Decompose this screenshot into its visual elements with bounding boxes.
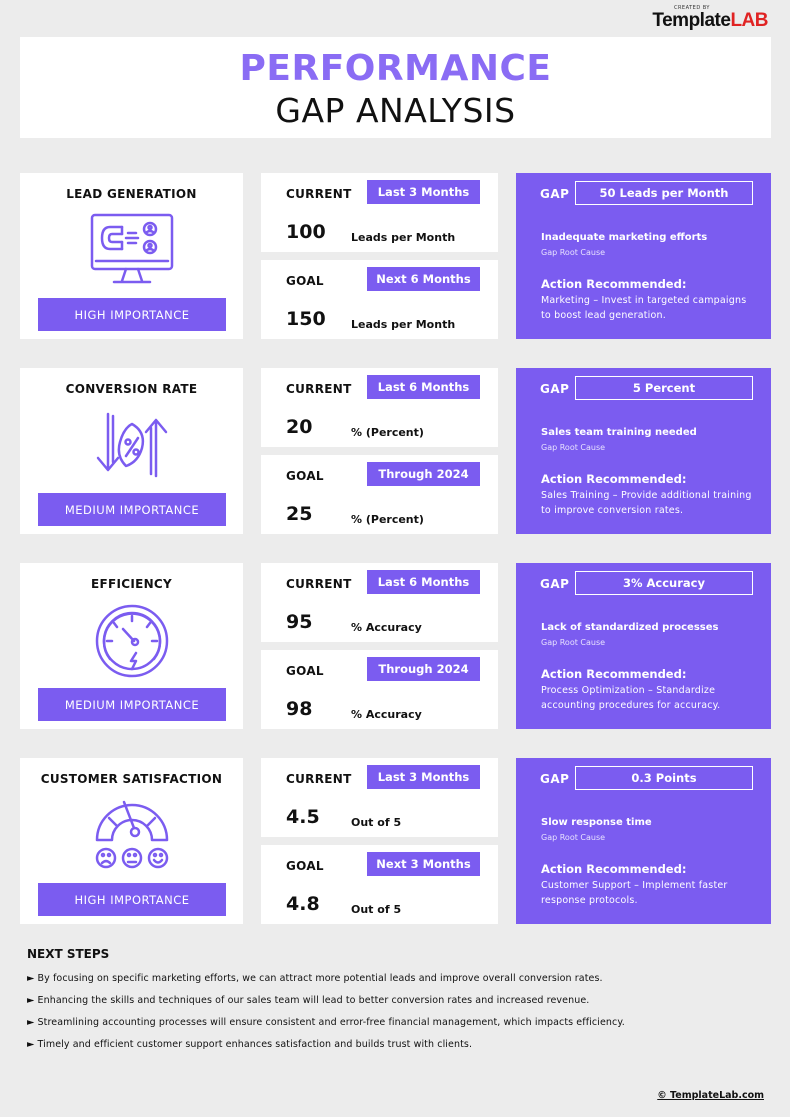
importance-badge: MEDIUM IMPORTANCE	[38, 493, 226, 526]
gap-value: 5 Percent	[575, 376, 753, 400]
next-step-item: ► Streamlining accounting processes will ensure consistent and error-free financial management, which impacts efficiency.	[27, 1017, 625, 1028]
gap-label: GAP	[540, 382, 570, 396]
gap-card	[516, 758, 771, 924]
current-unit: % (Percent)	[351, 426, 424, 439]
goal-period: Next 3 Months	[367, 852, 480, 876]
gap-value: 0.3 Points	[575, 766, 753, 790]
current-unit: Leads per Month	[351, 231, 456, 244]
importance-badge: HIGH IMPORTANCE	[38, 298, 226, 331]
category-name: LEAD GENERATION	[66, 187, 197, 201]
action-text: Sales Training – Provide additional training to improve conversion rates.	[541, 490, 752, 516]
current-value: 4.5	[286, 806, 320, 828]
current-metric-card	[261, 368, 498, 447]
row-customer-satisfaction	[20, 758, 771, 924]
action-title: Action Recommended:	[541, 667, 687, 681]
goal-label: GOAL	[286, 664, 324, 678]
current-period: Last 3 Months	[367, 180, 480, 204]
current-value: 95	[286, 611, 313, 633]
current-metric-card	[261, 173, 498, 252]
row-conversion-rate	[20, 368, 771, 534]
goal-metric-card	[261, 845, 498, 924]
goal-label: GOAL	[286, 859, 324, 873]
current-value: 20	[286, 416, 313, 438]
gap-root-cause: Lack of standardized processes	[541, 622, 719, 633]
goal-metric-card	[261, 455, 498, 534]
gap-root-cause-label: Gap Root Cause	[541, 443, 606, 452]
magnet-monitor-icon	[86, 211, 178, 289]
action-title: Action Recommended:	[541, 862, 687, 876]
gap-root-cause: Slow response time	[541, 817, 652, 828]
current-period: Last 3 Months	[367, 765, 480, 789]
category-card	[20, 563, 243, 729]
brand-created-by: CREATED BY	[673, 5, 710, 11]
gap-value: 50 Leads per Month	[575, 181, 753, 205]
satisfaction-gauge-icon	[86, 796, 178, 874]
row-efficiency	[20, 563, 771, 729]
current-label: CURRENT	[286, 577, 352, 591]
page-title: PERFORMANCE	[239, 48, 552, 89]
brand-logo-text	[652, 10, 768, 31]
current-label: CURRENT	[286, 382, 352, 396]
goal-value: 25	[286, 503, 313, 525]
gap-root-cause: Inadequate marketing efforts	[541, 232, 708, 243]
goal-value: 98	[286, 698, 313, 720]
gap-root-cause-label: Gap Root Cause	[541, 833, 606, 842]
gap-root-cause: Sales team training needed	[541, 427, 697, 438]
goal-metric-card	[261, 260, 498, 339]
action-title: Action Recommended:	[541, 472, 687, 486]
current-period: Last 6 Months	[367, 570, 480, 594]
importance-badge: MEDIUM IMPORTANCE	[38, 688, 226, 721]
goal-unit: % (Percent)	[351, 513, 424, 526]
current-metric-card	[261, 563, 498, 642]
current-unit: Out of 5	[351, 816, 402, 829]
category-name: CUSTOMER SATISFACTION	[40, 772, 223, 786]
gap-root-cause-label: Gap Root Cause	[541, 638, 606, 647]
current-value: 100	[286, 221, 326, 243]
gap-label: GAP	[540, 577, 570, 591]
next-step-item: ► By focusing on specific marketing efforts, we can attract more potential leads and improve overall conversion rates.	[27, 973, 603, 984]
category-name: EFFICIENCY	[90, 577, 173, 591]
category-name: CONVERSION RATE	[65, 382, 198, 396]
importance-badge: HIGH IMPORTANCE	[38, 883, 226, 916]
goal-period: Through 2024	[367, 462, 480, 486]
goal-period: Next 6 Months	[367, 267, 480, 291]
page-subtitle: GAP ANALYSIS	[275, 91, 516, 130]
goal-period: Through 2024	[367, 657, 480, 681]
category-card	[20, 758, 243, 924]
action-text: Process Optimization – Standardize accounting procedures for accuracy.	[541, 685, 721, 711]
current-metric-card	[261, 758, 498, 837]
goal-value: 4.8	[286, 893, 320, 915]
current-label: CURRENT	[286, 187, 352, 201]
gap-card	[516, 368, 771, 534]
action-text: Marketing – Invest in targeted campaigns to boost lead generation.	[541, 295, 747, 321]
gap-root-cause-label: Gap Root Cause	[541, 248, 606, 257]
row-lead-generation	[20, 173, 771, 339]
next-steps-section	[27, 947, 767, 1061]
gap-card	[516, 173, 771, 339]
next-steps-title: NEXT STEPS	[27, 947, 110, 961]
percent-arrows-icon	[86, 406, 178, 484]
goal-unit: % Accuracy	[351, 708, 422, 721]
current-unit: % Accuracy	[351, 621, 422, 634]
action-text: Customer Support – Implement faster response protocols.	[541, 880, 728, 906]
goal-metric-card	[261, 650, 498, 729]
gap-value: 3% Accuracy	[575, 571, 753, 595]
templatelab-logo	[652, 6, 768, 30]
gap-card	[516, 563, 771, 729]
footer-copyright-link[interactable]: © TemplateLab.com	[657, 1090, 764, 1101]
goal-unit: Out of 5	[351, 903, 402, 916]
next-step-item: ► Timely and efficient customer support enhances satisfaction and builds trust with clients.	[27, 1039, 473, 1050]
goal-label: GOAL	[286, 469, 324, 483]
goal-label: GOAL	[286, 274, 324, 288]
brand-logo-lab: LAB	[730, 10, 768, 31]
current-label: CURRENT	[286, 772, 352, 786]
goal-unit: Leads per Month	[351, 318, 456, 331]
gap-label: GAP	[540, 187, 570, 201]
goal-value: 150	[286, 308, 326, 330]
action-title: Action Recommended:	[541, 277, 687, 291]
category-card	[20, 368, 243, 534]
speedometer-icon	[86, 601, 178, 679]
brand-logo-template: Template	[652, 10, 731, 31]
category-card	[20, 173, 243, 339]
next-step-item: ► Enhancing the skills and techniques of our sales team will lead to better conversion rates and increased revenue.	[27, 995, 590, 1006]
current-period: Last 6 Months	[367, 375, 480, 399]
title-box	[20, 37, 771, 138]
gap-label: GAP	[540, 772, 570, 786]
